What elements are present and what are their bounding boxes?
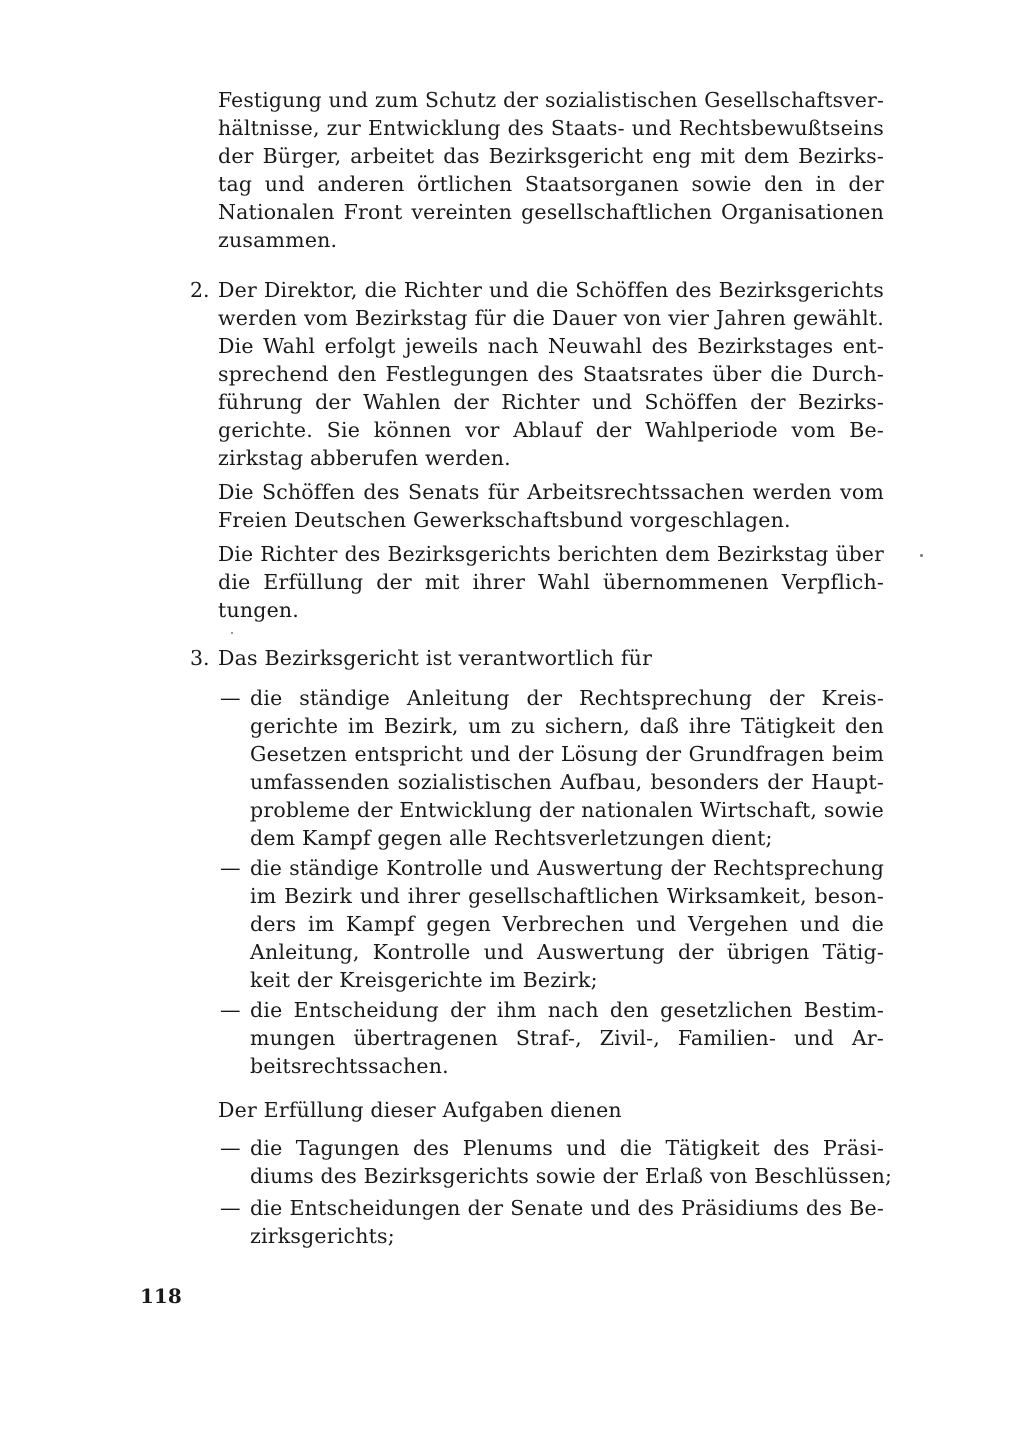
text-line: Freien Deutschen Gewerkschaftsbund vorgeschlagen. — [218, 508, 791, 532]
text-line: hältnisse, zur Entwicklung des Staats- und Rechtsbewußtseins — [218, 116, 884, 140]
text-line: die Tagungen des Plenums und die Tätigkeit des Präsi- — [250, 1136, 884, 1160]
text-line: Der Direktor, die Richter und die Schöffen des Bezirksgerichts — [218, 278, 884, 302]
item-number: 2. — [190, 278, 210, 302]
text-line: die ständige Anleitung der Rechtsprechung der Kreis- — [250, 686, 884, 710]
text-line: sprechend den Festlegungen des Staatsrates über die Durch- — [218, 362, 884, 386]
text-line: diums des Bezirksgerichts sowie der Erlaß von Beschlüssen; — [250, 1164, 893, 1188]
text-line: Das Bezirksgericht ist verantwortlich für — [218, 646, 653, 670]
text-line: im Bezirk und ihrer gesellschaftlichen Wirksamkeit, beson- — [250, 884, 884, 908]
text-line: gerichte im Bezirk, um zu sichern, daß ihre Tätigkeit den — [250, 714, 884, 738]
dash-marker: — — [220, 1196, 241, 1220]
text-line: Nationalen Front vereinten gesellschaftlichen Organisationen — [218, 200, 884, 224]
text-line: beitsrechtssachen. — [250, 1054, 449, 1078]
text-line: Der Erfüllung dieser Aufgaben dienen — [218, 1098, 622, 1122]
text-line: zusammen. — [218, 228, 338, 252]
text-line: Gesetzen entspricht und der Lösung der Grundfragen beim — [250, 742, 884, 766]
text-line: gerichte. Sie können vor Ablauf der Wahlperiode vom Be- — [218, 418, 884, 442]
page-number: 118 — [140, 1284, 182, 1308]
text-line: umfassenden sozialistischen Aufbau, besonders der Haupt- — [250, 770, 884, 794]
text-line: Die Wahl erfolgt jeweils nach Neuwahl des Bezirkstages ent- — [218, 334, 884, 358]
scan-speck — [231, 632, 233, 634]
text-line: dem Kampf gegen alle Rechtsverletzungen dient; — [250, 826, 773, 850]
dash-marker: — — [220, 686, 241, 710]
text-line: die Entscheidung der ihm nach den gesetzlichen Bestim- — [250, 998, 884, 1022]
text-line: die ständige Kontrolle und Auswertung der Rechtsprechung — [250, 856, 884, 880]
text-line: Die Schöffen des Senats für Arbeitsrechtssachen werden vom — [218, 480, 884, 504]
text-line: zirkstag abberufen werden. — [218, 446, 511, 470]
text-line: werden vom Bezirkstag für die Dauer von vier Jahren gewählt. — [218, 306, 884, 330]
text-line: keit der Kreisgerichte im Bezirk; — [250, 968, 598, 992]
text-line: zirksgerichts; — [250, 1224, 395, 1248]
dash-marker: — — [220, 856, 241, 880]
text-line: Anleitung, Kontrolle und Auswertung der übrigen Tätig- — [250, 940, 884, 964]
item-number: 3. — [190, 646, 210, 670]
text-line: Die Richter des Bezirksgerichts berichten dem Bezirkstag über — [218, 542, 884, 566]
text-line: die Erfüllung der mit ihrer Wahl übernommenen Verpflich- — [218, 570, 884, 594]
text-line: ders im Kampf gegen Verbrechen und Vergehen und die — [250, 912, 884, 936]
dash-marker: — — [220, 998, 241, 1022]
text-line: der Bürger, arbeitet das Bezirksgericht eng mit dem Bezirks- — [218, 144, 884, 168]
text-line: Festigung und zum Schutz der sozialistischen Gesellschaftsver- — [218, 88, 884, 112]
text-line: die Entscheidungen der Senate und des Präsidiums des Be- — [250, 1196, 884, 1220]
text-line: tungen. — [218, 598, 300, 622]
text-line: tag und anderen örtlichen Staatsorganen sowie den in der — [218, 172, 884, 196]
dash-marker: — — [220, 1136, 241, 1160]
text-line: probleme der Entwicklung der nationalen Wirtschaft, sowie — [250, 798, 884, 822]
text-line: führung der Wahlen der Richter und Schöffen der Bezirks- — [218, 390, 884, 414]
text-line: mungen übertragenen Straf-, Zivil-, Familien- und Ar- — [250, 1026, 884, 1050]
scan-speck — [920, 554, 923, 557]
